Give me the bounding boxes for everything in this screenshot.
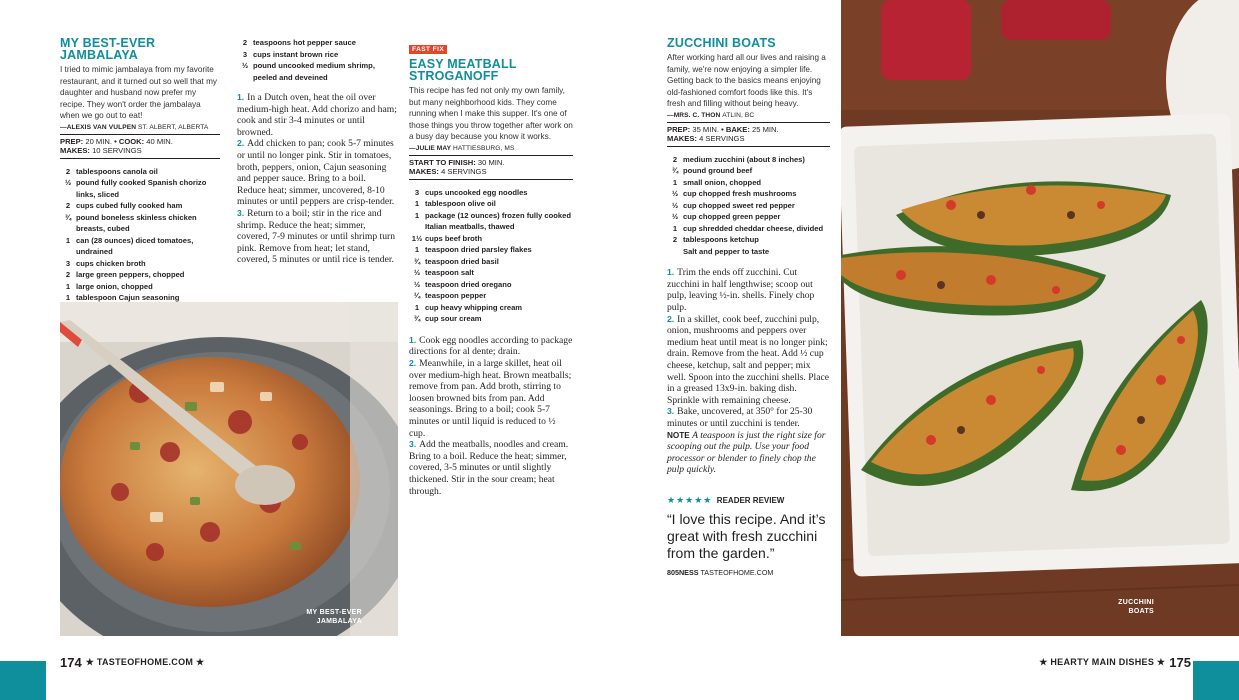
byline-name: —MRS. C. THON xyxy=(667,111,721,119)
jambalaya-steps-column xyxy=(237,37,397,266)
step-text: In a Dutch oven, heat the oil over medium-high heat. Add chorizo and ham; cook and stir 3-4 minutes or until browned. xyxy=(237,92,397,138)
recipe-step xyxy=(409,335,573,358)
step-number: 2. xyxy=(237,138,245,149)
prep-value: 20 MIN. xyxy=(85,136,112,146)
ingredient-quantity: 3 xyxy=(414,187,420,197)
ingredient-item xyxy=(667,246,830,258)
ingredient-quantity: ¾ xyxy=(413,256,421,266)
reader-review xyxy=(667,490,830,577)
ingredient-text: cup chopped green pepper xyxy=(683,212,781,222)
ingredient-item xyxy=(409,290,573,302)
jambalaya-photo xyxy=(60,302,398,636)
byline-location: HATTIESBURG, MS xyxy=(452,144,515,152)
recipe-note-zucchini xyxy=(667,430,830,476)
page-folio-left xyxy=(60,655,204,670)
ingredient-quantity: ½ xyxy=(64,178,72,188)
ingredient-quantity: 2 xyxy=(65,270,71,280)
photo-caption-jambalaya xyxy=(306,609,362,626)
step-number: 1. xyxy=(409,334,417,345)
step-text: Bake, uncovered, at 350° for 25-30 minutes or until zucchini is tender. xyxy=(667,406,813,429)
ingredient-quantity: 2 xyxy=(65,166,71,176)
recipe-title-jambalaya: MY BEST-EVER JAMBALAYA xyxy=(60,36,156,62)
ingredient-item xyxy=(409,198,573,210)
ingredient-item xyxy=(237,37,397,49)
ingredient-text: cup chopped sweet red pepper xyxy=(683,200,795,210)
zucchini-image xyxy=(841,0,1239,636)
ingredient-quantity: ¾ xyxy=(413,314,421,324)
ingredient-quantity: ¾ xyxy=(671,166,679,176)
step-text: In a skillet, cook beef, zucchini pulp, onion, mushrooms and peppers over medium heat until meat is no longer pink; drain. Remove from the heat. Add ½ cup cheese, ketchup, salt and pepper; mix well. Spoon into the zucchini shells. Place in a greased 13x9-in. baking dish. Sprinkle with remaining cheese. xyxy=(667,313,829,406)
ingredient-text: cup heavy whipping cream xyxy=(425,302,523,312)
divider xyxy=(667,122,830,123)
step-number: 1. xyxy=(237,92,245,102)
caption-line: MY BEST-EVER xyxy=(306,609,362,616)
recipe-times-zucchini: PREP: 35 MIN. • BAKE: 25 MIN. MAKES: 4 SERVINGS xyxy=(667,124,779,144)
ingredient-quantity: ¼ xyxy=(413,291,421,301)
start-value: 30 MIN. xyxy=(477,157,505,167)
jambalaya-image xyxy=(60,302,398,636)
makes-value: 4 SERVINGS xyxy=(699,134,745,144)
byline-location: ATLIN, BC xyxy=(722,111,755,119)
ingredient-text: teaspoon dried oregano xyxy=(425,279,512,289)
recipe-step xyxy=(237,92,397,138)
caption-line: ZUCCHINI xyxy=(1118,599,1154,606)
ingredient-item xyxy=(409,267,573,279)
ingredient-text: cups beef broth xyxy=(425,233,482,243)
makes-value: 10 SERVINGS xyxy=(92,146,142,156)
ingredient-text: package (12 ounces) frozen fully cooked Italian meatballs, thawed xyxy=(425,210,572,232)
ingredient-item xyxy=(60,235,220,258)
section-name: ★ HEARTY MAIN DISHES ★ xyxy=(1039,657,1166,667)
ingredient-quantity: 2 xyxy=(672,235,678,245)
reviewer xyxy=(667,568,830,577)
reviewer-site: TASTEOFHOME.COM xyxy=(700,567,774,577)
bake-label: BAKE: xyxy=(725,124,750,134)
ingredient-item xyxy=(409,279,573,291)
ingredient-quantity: ½ xyxy=(413,268,421,278)
right-page xyxy=(620,0,1239,700)
ingredient-quantity: 1 xyxy=(414,302,420,312)
ingredient-quantity: 2 xyxy=(242,38,248,47)
ingredient-text: pound ground beef xyxy=(683,166,753,176)
ingredient-item xyxy=(60,281,220,293)
recipe-title-zucchini: ZUCCHINI BOATS xyxy=(667,36,776,50)
makes-value: 4 SERVINGS xyxy=(441,167,487,177)
makes-label: MAKES: xyxy=(60,146,90,156)
ingredient-quantity: 1 xyxy=(414,245,420,255)
step-text: Cook egg noodles according to package directions for al dente; drain. xyxy=(409,334,573,358)
step-text: Add chicken to pan; cook 5-7 minutes or until no longer pink. Stir in tomatoes, broth, peppers, onion, Cajun seasoning and pepper sauce. Bring to a boil. Reduce heat; simmer, uncovered, 8-10 minutes or until peppers are crisp-tender. xyxy=(237,138,395,208)
ingredient-text: cup sour cream xyxy=(425,314,482,324)
recipe-steps-stroganoff xyxy=(409,335,573,497)
ingredient-item xyxy=(237,49,397,61)
page-number: 175 xyxy=(1169,655,1191,670)
ingredient-text: Salt and pepper to taste xyxy=(683,246,770,256)
step-text: Add the meatballs, noodles and cream. Bring to a boil. Reduce the heat; simmer, covered, 3-5 minutes or until slightly thickened. Stir in the sour cream; heat through. xyxy=(409,439,569,497)
prep-value: 35 MIN. xyxy=(692,124,719,134)
ingredient-quantity: 3 xyxy=(65,258,71,268)
step-text: Return to a boil; stir in the rice and shrimp. Reduce the heat; simmer, covered, 7-9 minutes or until shrimp turn pink. Remove from heat; let stand, covered, 5 minutes or until rice is tender. xyxy=(237,207,396,266)
makes-label: MAKES: xyxy=(409,167,439,177)
ingredient-text: tablespoons ketchup xyxy=(683,235,759,245)
ingredient-text: large onion, chopped xyxy=(76,281,153,291)
ingredient-item xyxy=(667,200,830,212)
ingredient-quantity: 1 xyxy=(65,293,71,303)
step-number: 2. xyxy=(667,313,675,324)
jambalaya-header xyxy=(60,37,220,304)
site-name: ★ TASTEOFHOME.COM ★ xyxy=(85,657,205,667)
ingredient-item xyxy=(409,313,573,325)
recipe-byline-jambalaya xyxy=(60,124,220,131)
ingredient-text: teaspoon dried basil xyxy=(425,256,499,266)
ingredient-quantity: 1 xyxy=(414,199,420,209)
ingredient-quantity: ½ xyxy=(241,61,249,70)
divider xyxy=(409,155,573,156)
ingredient-text: cups chicken broth xyxy=(76,258,146,268)
ingredient-quantity: 3 xyxy=(242,49,248,59)
recipe-step xyxy=(667,406,830,429)
ingredient-text: cup chopped fresh mushrooms xyxy=(683,189,797,199)
ingredient-text: cups uncooked egg noodles xyxy=(425,187,528,197)
ingredient-text: cups instant brown rice xyxy=(253,49,339,59)
review-quote: “I love this recipe. And it’s great with fresh zucchini from the garden.” xyxy=(667,510,826,562)
ingredient-quantity: ½ xyxy=(671,189,679,199)
recipe-times-jambalaya: PREP: 20 MIN. • COOK: 40 MIN. MAKES: 10 SERVINGS xyxy=(60,136,173,156)
ingredient-item xyxy=(667,177,830,189)
ingredient-item xyxy=(60,258,220,270)
ingredient-quantity: 1 xyxy=(65,235,71,245)
ingredient-item xyxy=(60,212,220,235)
ingredient-item xyxy=(409,302,573,314)
recipe-step xyxy=(237,208,397,266)
ingredient-item xyxy=(409,233,573,245)
recipe-step xyxy=(409,358,573,439)
ingredient-quantity: 2 xyxy=(65,201,71,211)
ingredient-text: cup shredded cheddar cheese, divided xyxy=(683,223,824,233)
stroganoff-column xyxy=(409,38,573,497)
makes-label: MAKES: xyxy=(667,134,697,144)
ingredient-text: small onion, chopped xyxy=(683,177,762,187)
byline-name: —ALEXIS VAN VULPEN xyxy=(60,123,137,131)
recipe-steps-jambalaya xyxy=(237,92,397,266)
ingredient-quantity: ½ xyxy=(671,212,679,222)
ingredient-text: pound fully cooked Spanish chorizo links, sliced xyxy=(76,178,207,199)
recipe-byline-zucchini xyxy=(667,112,830,119)
ingredient-item xyxy=(237,60,397,83)
prep-label: PREP: xyxy=(60,136,84,146)
cook-label: COOK: xyxy=(118,136,145,146)
ingredient-text: tablespoons canola oil xyxy=(76,166,158,176)
ingredient-text: large green peppers, chopped xyxy=(76,270,185,280)
divider xyxy=(409,177,573,180)
ingredient-item xyxy=(667,223,830,235)
step-number: 2. xyxy=(409,357,417,368)
recipe-intro-jambalaya: I tried to mimic jambalaya from my favorite restaurant, and it turned out so well that my daughter and husband now prefer my recipe. They won't order the jambalaya when we go out to eat! xyxy=(60,65,218,121)
ingredient-item xyxy=(60,177,220,200)
ingredient-text: teaspoons hot pepper sauce xyxy=(253,38,356,47)
ingredient-text: pound uncooked medium shrimp, peeled and deveined xyxy=(253,61,375,82)
ingredient-item xyxy=(409,244,573,256)
ingredient-list-jambalaya xyxy=(60,166,220,304)
ingredient-text: teaspoon pepper xyxy=(425,291,487,301)
recipe-intro-zucchini: After working hard all our lives and raising a family, we're now enjoying a simpler life. Getting back to the basics means enjoying old-fashioned comfort foods like this. It's fresh and filling without being heavy. xyxy=(667,53,826,109)
photo-caption-zucchini xyxy=(1118,599,1154,616)
ingredient-item xyxy=(667,165,830,177)
ingredient-item xyxy=(60,269,220,281)
ingredient-quantity: 1 xyxy=(414,210,420,220)
ingredient-text: teaspoon salt xyxy=(425,268,474,278)
ingredient-quantity: 1 xyxy=(672,177,678,187)
note-text: A teaspoon is just the right size for scooping out the pulp. Use your food processor or blender to finely chop the pulp quickly. xyxy=(667,429,826,476)
ingredient-item xyxy=(667,154,830,166)
ingredient-item xyxy=(409,256,573,268)
recipe-title-stroganoff xyxy=(409,58,573,82)
step-text: Trim the ends off zucchini. Cut zucchini in half lengthwise; scoop out pulp, leaving ½-in. shells. Finely chop pulp. xyxy=(667,267,815,314)
divider xyxy=(60,134,220,135)
prep-label: PREP: xyxy=(667,124,691,134)
ingredient-item xyxy=(667,188,830,200)
title-line: STROGANOFF xyxy=(409,69,499,83)
ingredient-text: pound boneless skinless chicken breasts, cubed xyxy=(76,212,197,234)
zucchini-photo xyxy=(841,0,1239,636)
recipe-step xyxy=(667,314,830,407)
recipe-byline-stroganoff xyxy=(409,145,573,152)
ingredient-item xyxy=(409,210,573,233)
ingredient-quantity: 1 xyxy=(65,281,71,291)
ingredient-quantity: ½ xyxy=(671,200,679,210)
ingredient-quantity: 1½ xyxy=(411,233,423,243)
ingredient-item xyxy=(667,234,830,246)
page-number: 174 xyxy=(60,655,82,670)
byline-location: ST. ALBERT, ALBERTA xyxy=(138,123,209,131)
caption-line: JAMBALAYA xyxy=(316,617,362,625)
ingredient-text: tablespoon Cajun seasoning xyxy=(76,293,180,303)
ingredient-list-jambalaya-continued xyxy=(237,37,397,83)
ingredient-item xyxy=(409,187,573,199)
recipe-intro-stroganoff: This recipe has fed not only my own family, but many neighborhood kids. They come running when I make this supper. It's one of those things you throw together after work on a busy day because you know it works. xyxy=(409,86,573,142)
ingredient-text: tablespoon olive oil xyxy=(425,199,496,209)
step-text: Meanwhile, in a large skillet, heat oil over medium-high heat. Brown meatballs; remove from pan. Add broth, stirring to loosen browned bits from pan. Add seasonings. Bring to a boil; cook 5-7 minutes or until liquid is reduced to ½ cup. xyxy=(409,357,572,439)
byline-name: —JULIE MAY xyxy=(409,144,452,152)
page-folio-right xyxy=(1039,655,1191,670)
title-line: EASY MEATBALL xyxy=(409,57,517,71)
ingredient-quantity: ½ xyxy=(413,279,421,289)
ingredient-item xyxy=(667,211,830,223)
recipe-times-stroganoff xyxy=(409,158,573,177)
bake-value: 25 MIN. xyxy=(752,124,779,134)
step-number: 1. xyxy=(667,267,675,278)
ingredient-quantity: ¾ xyxy=(64,212,72,222)
page-tab-right xyxy=(1193,661,1239,700)
ingredient-quantity: 1 xyxy=(672,223,678,233)
divider xyxy=(60,156,220,159)
divider xyxy=(667,144,830,147)
ingredient-list-stroganoff xyxy=(409,187,573,325)
fast-fix-badge: FAST FIX xyxy=(409,45,447,54)
note-label: NOTE xyxy=(667,430,690,440)
ingredient-text: can (28 ounces) diced tomatoes, undrained xyxy=(76,235,194,257)
recipe-step xyxy=(237,138,397,208)
ingredient-quantity xyxy=(667,246,683,258)
caption-line: BOATS xyxy=(1128,607,1154,615)
ingredient-list-zucchini xyxy=(667,154,830,258)
page-tab-left xyxy=(0,661,46,700)
review-label: READER REVIEW xyxy=(716,495,785,505)
recipe-step xyxy=(667,267,830,313)
ingredient-quantity: 2 xyxy=(672,154,678,164)
ingredient-text: medium zucchini (about 8 inches) xyxy=(683,154,805,164)
recipe-steps-zucchini xyxy=(667,267,830,429)
ingredient-item xyxy=(60,166,220,178)
zucchini-column xyxy=(667,37,830,577)
cook-value: 40 MIN. xyxy=(146,136,173,146)
ingredient-text: cups cubed fully cooked ham xyxy=(76,201,183,211)
recipe-step xyxy=(409,439,573,497)
step-number: 3. xyxy=(237,207,245,218)
step-number: 3. xyxy=(409,439,417,450)
start-label: START TO FINISH: xyxy=(409,157,476,167)
ingredient-text: teaspoon dried parsley flakes xyxy=(425,245,532,255)
reviewer-name: 805NESS xyxy=(667,567,699,577)
ingredient-item xyxy=(60,200,220,212)
rating-stars-icon: ★★★★★ xyxy=(667,494,713,505)
step-number: 3. xyxy=(667,406,675,417)
